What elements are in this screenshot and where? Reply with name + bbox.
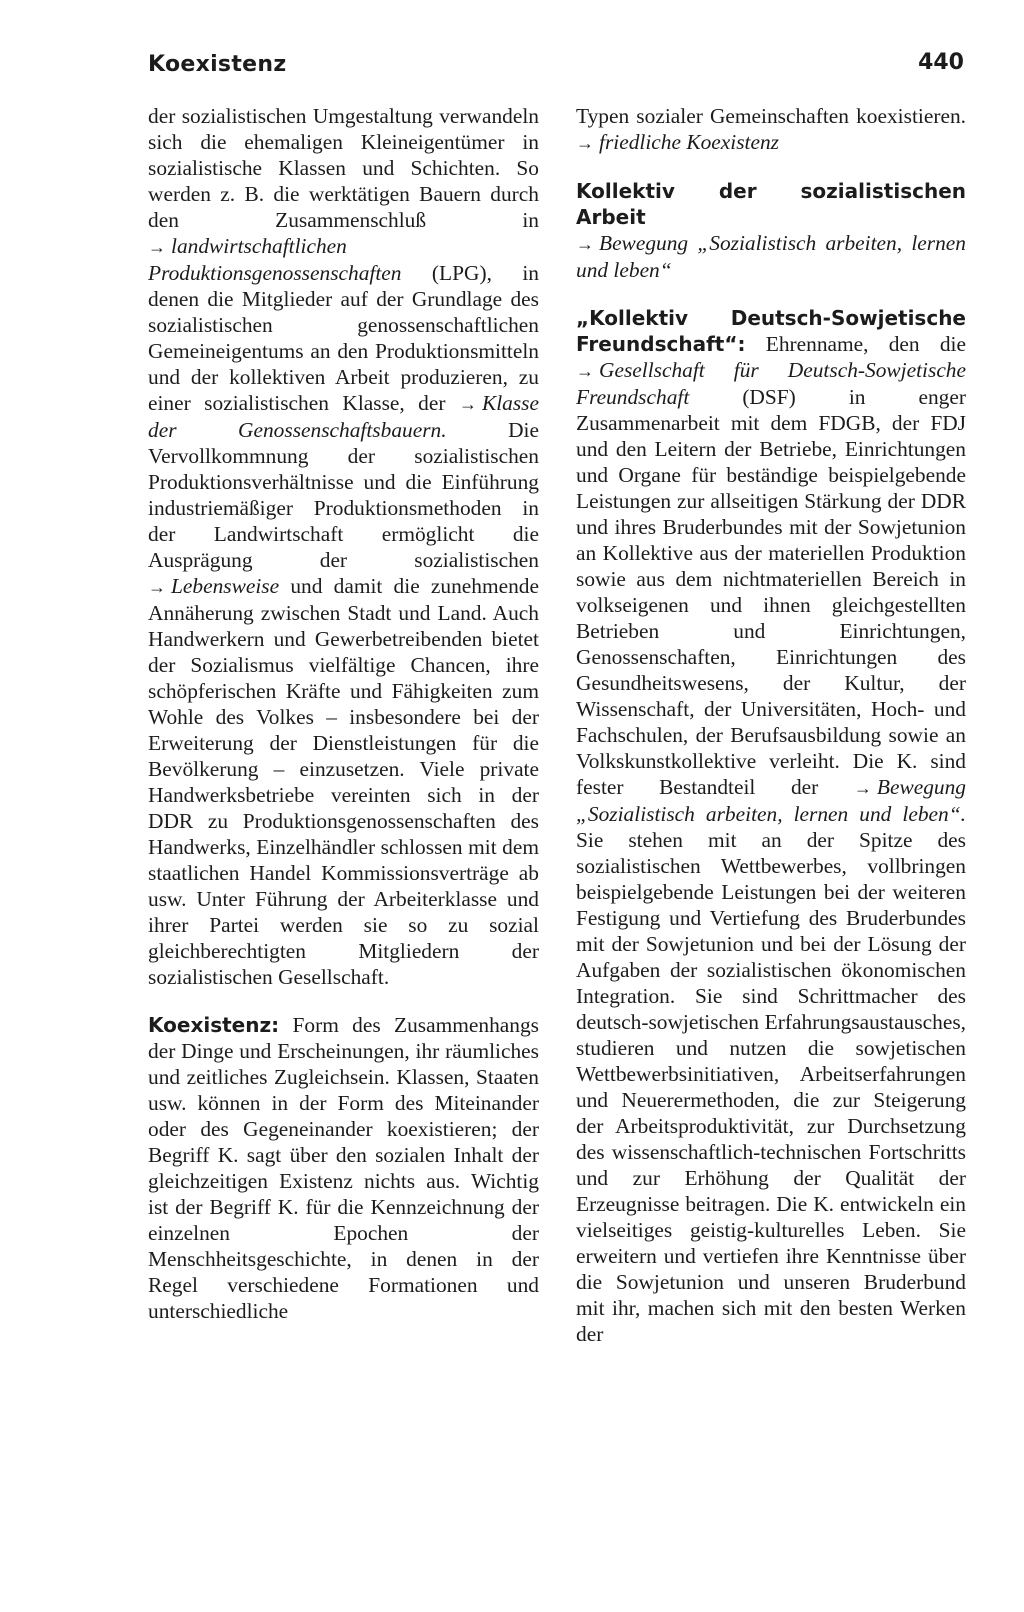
entry-text: Ehrenname, den die: [765, 332, 966, 356]
body-text: (LPG), in denen die Mitglieder auf der Grundlage des sozialistischen genossenschaftlichen Gemeineigentums an den Produktionsmitteln und der kollektiven Arbeit produzieren, zu einer sozialistischen Klasse, der: [148, 261, 539, 415]
cross-reference-text: Bewegung „Sozialistisch arbeiten, lernen und leben“.: [576, 775, 966, 826]
cross-reference-text: Klasse der Genossenschaftsbauern.: [148, 391, 539, 442]
cross-reference[interactable]: [576, 130, 779, 154]
entry-kollektiv-dsf: [576, 305, 966, 1347]
cross-reference-text: Lebensweise: [171, 574, 280, 598]
entry-text: Sie stehen mit an der Spitze des sozialistischen Wettbewerbes, vollbringen beispielgebende Leistungen bei der weiteren Festigung und Vertiefung des Bruderbundes mit der Sowjetunion und bei der Lösung der Aufgaben der sozialistischen ökonomischen Integration. Sie sind Schrittmacher des deutsch-sowjetischen Erfahrungsaustausches, studieren und nutzen die sowjetischen Wettbewerbsinitiativen, Arbeitserfahrungen und Neuerermethoden, die zur Steigerung der Arbeitsproduktivität, zur Durchsetzung des wissenschaftlich-technischen Fortschritts und zur Erhöhung der Qualität der Erzeugnisse beitragen. Die K. entwickeln ein vielseitiges geistig-kulturelles Leben. Sie erweitern und vertiefen ihre Kenntnisse über die Sowjetunion und unseren Bruderbund mit ihr, machen sich mit den besten Werken der: [576, 828, 966, 1346]
cross-reference-text: friedliche Koexistenz: [599, 130, 779, 154]
entry-term: Koexistenz:: [148, 1013, 280, 1037]
body-text: Die Vervollkommnung der sozialistischen Produktionsverhältnisse und die Einführung industriemäßiger Produktionsmethoden in der Landwirtschaft ermöglicht die Ausprägung der sozialistischen: [148, 418, 539, 572]
cross-reference-text: landwirtschaftlichen Produktionsgenossenschaften: [148, 234, 402, 285]
running-head: Koexistenz: [148, 52, 287, 77]
cross-reference[interactable]: [148, 574, 279, 598]
cross-reference[interactable]: [576, 231, 966, 282]
arrow-icon: →: [576, 234, 594, 254]
arrow-icon: →: [853, 778, 872, 798]
arrow-icon: →: [148, 237, 166, 257]
entry-text: Form des Zusammenhangs der Dinge und Erscheinungen, ihr räumliches und zeitliches Zugleichsein. Klassen, Staaten usw. können in der Form des Miteinander oder des Gegeneinander koexistieren; der Begriff K. sagt über den sozialen Inhalt der gleichzeitigen Existenz nichts aus. Wichtig ist der Begriff K. für die Kennzeichnung der einzelnen Epochen der Menschheitsgeschichte, in denen in der Regel verschiedene Formationen und unterschiedliche: [148, 1013, 539, 1323]
right-column: [576, 103, 966, 1347]
body-text: der sozialistischen Umgestaltung verwandeln sich die ehemaligen Kleineigentümer in sozialistische Klassen und Schichten. So werden z. B. die werktätigen Bauern durch den Zusammenschluß in: [148, 104, 539, 232]
page-number: 440: [918, 50, 964, 75]
arrow-icon: →: [576, 133, 594, 153]
entry-kollektiv-arbeit: [576, 178, 966, 283]
entry-koexistenz-continued: [576, 103, 966, 156]
arrow-icon: →: [458, 394, 477, 414]
cross-reference-text: Bewegung „Sozialistisch arbeiten, lernen und leben“: [576, 231, 966, 282]
cross-reference-text: Gesellschaft für Deutsch-Sowjetische Freundschaft: [576, 358, 966, 409]
arrow-icon: →: [148, 577, 166, 597]
left-column: [148, 103, 539, 1324]
body-text: Typen sozialer Gemeinschaften koexistieren.: [576, 104, 966, 128]
entry-koexistenz: [148, 1012, 539, 1324]
entry-text: (DSF) in enger Zusammenarbeit mit dem FDGB, der FDJ und den Leitern der Betriebe, Einrichtungen und Organe für beständige beispielgebende Leistungen zur allseitigen Stärkung der DDR und ihres Bruderbundes mit der Sowjetunion an Kollektive aus der materiellen Produktion sowie aus dem nichtmateriellen Bereich in volkseigenen und ihnen gleichgestellten Betrieben und Einrichtungen, Genossenschaften, Einrichtungen des Gesundheitswesens, der Kultur, der Wissenschaft, der Universitäten, Hoch- und Fachschulen, der Berufsausbildung sowie an Volkskunstkollektive verleiht. Die K. sind fester Bestandteil der: [576, 385, 966, 799]
continued-paragraph: [148, 103, 539, 990]
arrow-icon: →: [576, 361, 594, 381]
entry-term: Kollektiv der sozialistischen Arbeit: [576, 179, 966, 229]
cross-reference[interactable]: [148, 234, 401, 285]
entry-term: „Kollektiv Deutsch-Sowjetische Freundschaft“:: [576, 306, 966, 356]
body-text: und damit die zunehmende Annäherung zwischen Stadt und Land. Auch Handwerkern und Gewerbetreibenden bietet der Sozialismus vielfältige Chancen, ihre schöpferischen Kräfte und Fähigkeiten zum Wohle des Volkes – insbesondere bei der Erweiterung der Dienstleistungen für die Bevölkerung – einzusetzen. Viele private Handwerksbetriebe vereinten sich in der DDR zu Produktionsgenossenschaften des Handwerks, Einzelhändler schlossen mit dem staatlichen Handel Kommissionsverträge ab usw. Unter Führung der Arbeiterklasse und ihrer Partei werden sie so zu sozial gleichberechtigten Mitgliedern der sozialistischen Gesellschaft.: [148, 574, 539, 989]
